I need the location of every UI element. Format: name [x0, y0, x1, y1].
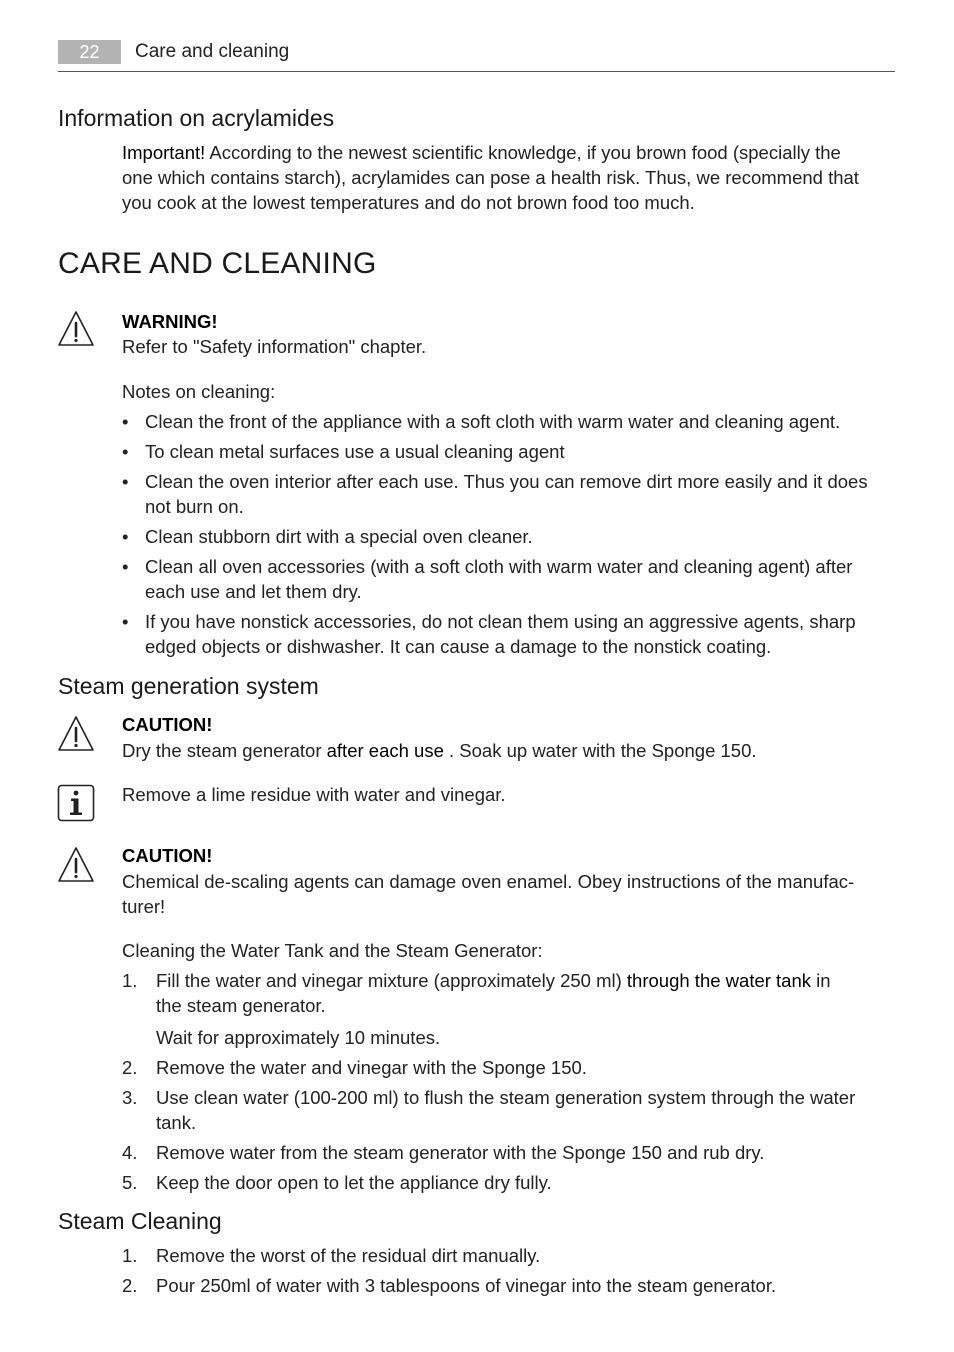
warning-triangle-icon — [57, 310, 95, 348]
page-title: CARE AND CLEANING — [58, 247, 377, 280]
step-text: Use clean water (100-200 ml) to flush the steam generation system through the water tank. — [156, 1087, 856, 1133]
acrylamides-line-3: you cook at the lowest temperatures and do not brown food too much. — [122, 192, 695, 213]
warning-title: WARNING! — [122, 311, 218, 332]
step-number: 4. — [122, 1142, 138, 1163]
caution-text: Chemical de-scaling agents can damage oven enamel. Obey instructions of the manufac- turer! — [122, 871, 855, 917]
step-number: 5. — [122, 1172, 138, 1193]
bullet: • — [122, 471, 129, 492]
procedure-title: Cleaning the Water Tank and the Steam Generator: — [122, 940, 543, 961]
steam-generation-heading: Steam generation system — [58, 673, 319, 699]
caution-triangle-icon — [57, 846, 95, 884]
bullet: • — [122, 526, 129, 547]
caution-title: CAUTION! — [122, 845, 213, 866]
steam-cleaning-heading: Steam Cleaning — [58, 1208, 222, 1234]
warning-text: Refer to "Safety information" chapter. — [122, 336, 427, 357]
bullet: • — [122, 556, 129, 577]
step-text: Keep the door open to let the appliance dry fully. — [156, 1172, 552, 1193]
step-note: Wait for approximately 10 minutes. — [156, 1027, 441, 1048]
bullet: • — [122, 441, 129, 462]
list-item: If you have nonstick accessories, do not clean them using an aggressive agents, sharp edged objects or dishwasher. It can cause a damage to the nonstick coating. — [145, 611, 856, 657]
important-label: Important! — [122, 142, 206, 163]
list-item: To clean metal surfaces use a usual cleaning agent — [145, 441, 565, 462]
page-number: 22 — [58, 40, 121, 64]
step-text: Fill the water and vinegar mixture (approximately 250 ml) through the water tank in the steam generator. — [156, 970, 831, 1016]
caution-triangle-icon — [57, 715, 95, 753]
step-text: Remove the water and vinegar with the Sponge 150. — [156, 1057, 587, 1078]
caution-title: CAUTION! — [122, 714, 213, 735]
step-number: 1. — [122, 970, 138, 991]
list-item: Clean the front of the appliance with a soft cloth with warm water and cleaning agent. — [145, 411, 841, 432]
header-title: Care and cleaning — [135, 41, 290, 62]
list-item: Clean stubborn dirt with a special oven cleaner. — [145, 526, 533, 547]
acrylamides-line-1: Important! According to the newest scientific knowledge, if you brown food (specially the — [122, 142, 841, 163]
acrylamides-paragraph — [122, 140, 892, 215]
step-number: 1. — [122, 1245, 138, 1266]
acrylamides-heading: Information on acrylamides — [58, 105, 335, 131]
step-text: Remove the worst of the residual dirt manually. — [156, 1245, 541, 1266]
acrylamides-line-2: one which contains starch), acrylamides can pose a health risk. Thus, we recommend that — [122, 167, 859, 188]
info-text: Remove a lime residue with water and vinegar. — [122, 784, 506, 805]
step-text: Remove water from the steam generator with the Sponge 150 and rub dry. — [156, 1142, 765, 1163]
notes-title: Notes on cleaning: — [122, 381, 276, 402]
page-header — [58, 40, 895, 72]
list-item: Clean the oven interior after each use. Thus you can remove dirt more easily and it does not burn on. — [145, 471, 868, 517]
step-text: Pour 250ml of water with 3 tablespoons of vinegar into the steam generator. — [156, 1275, 777, 1296]
step-number: 2. — [122, 1057, 138, 1078]
bullet: • — [122, 611, 129, 632]
list-item: Clean all oven accessories (with a soft cloth with warm water and cleaning agent) after each use and let them dry. — [145, 556, 853, 602]
caution-text: Dry the steam generator after each use . Soak up water with the Sponge 150. — [122, 740, 757, 761]
step-number: 2. — [122, 1275, 138, 1296]
step-number: 3. — [122, 1087, 138, 1108]
bullet: • — [122, 411, 129, 432]
info-icon — [57, 784, 95, 822]
